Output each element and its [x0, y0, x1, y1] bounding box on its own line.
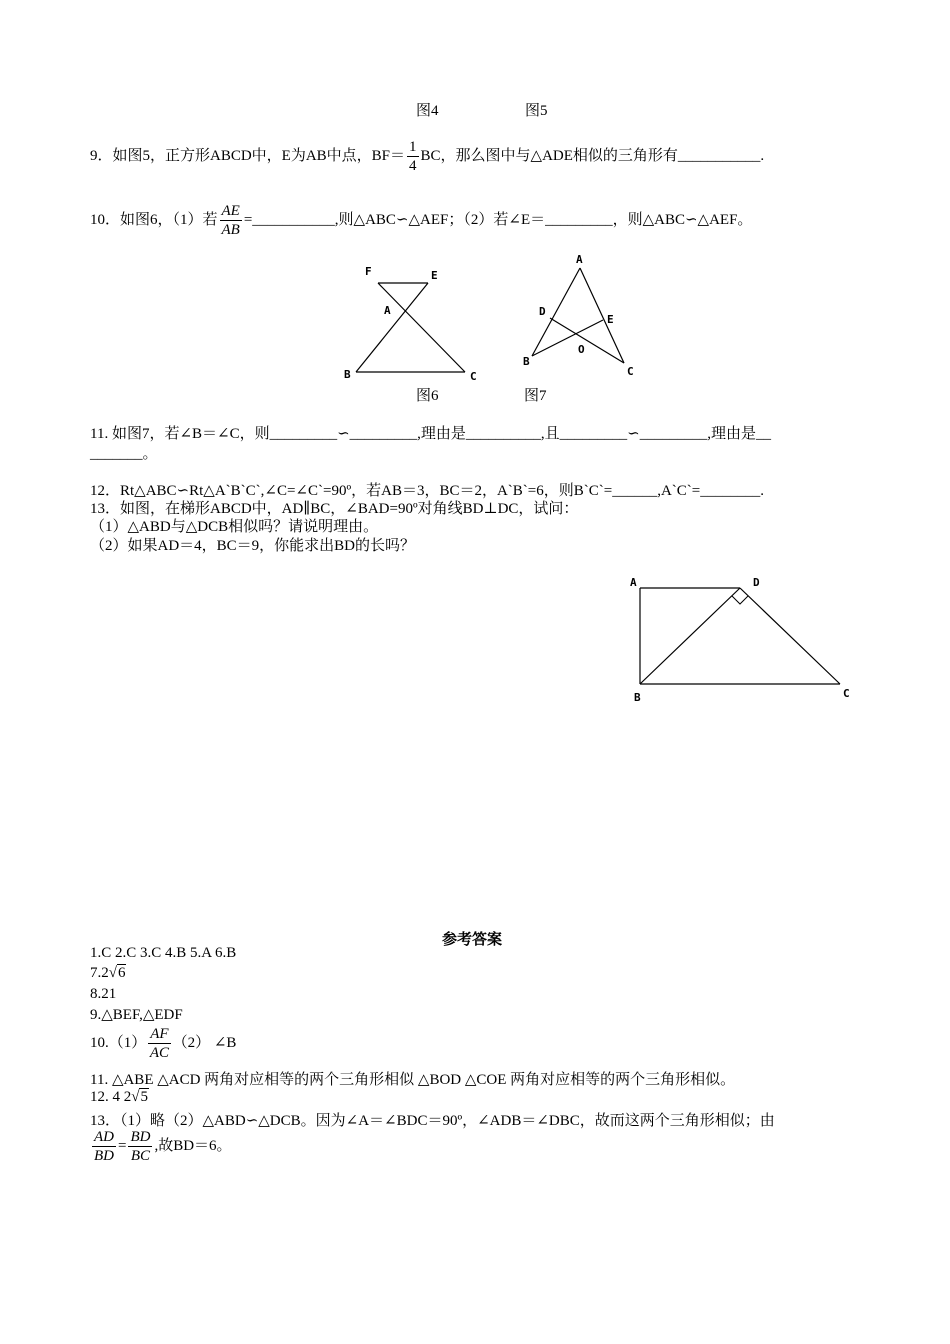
figure-5-caption: 图5: [525, 103, 548, 119]
fig13-label-b: B: [634, 691, 641, 704]
fig7-label-a: A: [576, 253, 583, 266]
answer-10-den: AC: [149, 1045, 170, 1061]
answer-7-prefix: 7.: [90, 965, 102, 981]
fig6-label-a: A: [384, 304, 391, 317]
answer-1-to-6: 1.C 2.C 3.C 4.B 5.A 6.B: [90, 945, 237, 961]
fig13-label-d: D: [753, 576, 760, 589]
answers-heading: 参考答案: [442, 932, 503, 948]
fig13-edge-dc: [740, 588, 840, 684]
answer-13-eq: =: [118, 1137, 127, 1154]
fig6-edge-fc: [378, 283, 465, 372]
fig7-edge-be: [532, 320, 603, 356]
fig13-label-a: A: [630, 576, 637, 589]
q10-frac-num: AE: [221, 203, 240, 219]
q9-fraction: [407, 138, 419, 175]
answer-10-fraction: [148, 1025, 170, 1062]
q9-suffix: BC，那么图中与△ADE相似的三角形有___________.: [420, 147, 765, 164]
answer-10-num: AF: [150, 1026, 169, 1042]
q10-prefix: 10．如图6，（1）若: [90, 211, 218, 228]
figure-13-diagram: [620, 570, 860, 710]
question-11-line1: 11. 如图7，若∠B＝∠C，则_________∽_________,理由是__________,且_________∽_________,理由是__: [90, 426, 771, 442]
answer-7-value: 2√6: [101, 965, 126, 981]
question-9: [90, 138, 764, 175]
question-10: [90, 202, 752, 239]
fig6-edge-eb: [356, 283, 428, 372]
fig6-label-e: E: [431, 269, 438, 282]
question-13-part2: （2）如果AD＝4，BC＝9，你能求出BD的长吗？: [90, 538, 416, 554]
answer-13-num2: BD: [130, 1129, 151, 1145]
figure-6-caption: 图6: [416, 388, 439, 404]
fig13-label-c: C: [843, 687, 850, 700]
fig6-label-c: C: [470, 370, 477, 383]
fig6-label-b: B: [344, 368, 351, 381]
answer-7-radicand: 6: [117, 965, 126, 981]
fig7-label-d: D: [539, 305, 546, 318]
question-13-title: 13．如图，在梯形ABCD中，AD∥BC，∠BAD=90º对角线BD⊥DC，试问：: [90, 501, 579, 517]
answer-12-coef: 2: [123, 1089, 132, 1105]
answer-12-value: 2√5: [123, 1089, 148, 1105]
figure-4-caption: 图4: [416, 103, 439, 119]
fig7-label-c: C: [627, 365, 634, 378]
q10-suffix: =___________,则△ABC∽△AEF；（2）若∠E＝_________，则△ABC∽△AEF。: [243, 211, 753, 228]
answer-9: 9.△BEF,△EDF: [90, 1007, 183, 1023]
fig7-label-b: B: [523, 355, 530, 368]
figure-6-diagram: [340, 262, 485, 387]
q10-fraction: [220, 202, 242, 239]
q10-frac-den: AB: [221, 222, 240, 238]
q9-prefix: 9．如图5，正方形ABCD中，E为AB中点，BF＝: [90, 147, 406, 164]
figure-7-diagram: [515, 250, 645, 380]
answer-12-radicand: 5: [140, 1089, 148, 1105]
answer-13-line2: [90, 1128, 232, 1165]
fig7-label-o: O: [578, 343, 585, 356]
answer-7: [90, 965, 126, 982]
q9-frac-num: 1: [409, 139, 417, 155]
answer-13-num1: AD: [94, 1129, 114, 1145]
question-11-line2: _______。: [90, 446, 158, 462]
answer-13-den2: BC: [130, 1148, 151, 1164]
fig7-edge-ac: [580, 268, 624, 363]
fig13-edge-bd: [640, 588, 740, 684]
answer-13-frac2: [128, 1128, 152, 1165]
answer-7-coef: 2: [101, 965, 109, 981]
q9-frac-den: 4: [409, 158, 417, 174]
answer-13-frac1: [92, 1128, 116, 1165]
question-12: 12．Rt△ABC∽Rt△A`B`C`,∠C=∠C`=90º，若AB＝3，BC＝2，A`B`=6，则B`C`=______,A`C`=________.: [90, 483, 764, 499]
answer-10-suffix: （2） ∠B: [172, 1034, 237, 1051]
answer-12-prefix: 12. 4: [90, 1089, 124, 1105]
answer-13-den1: BD: [94, 1148, 114, 1164]
question-13-part1: （1）△ABD与△DCB相似吗？请说明理由。: [90, 519, 379, 535]
fig13-right-angle-mark: [732, 596, 748, 604]
fig7-label-e: E: [607, 313, 614, 326]
answer-10: [90, 1025, 236, 1062]
answer-8: 8.21: [90, 986, 117, 1002]
answer-11: 11. △ABE △ACD 两角对应相等的两个三角形相似 △BOD △COE 两角对应相等的两个三角形相似。: [90, 1072, 736, 1088]
fig6-label-f: F: [365, 265, 372, 278]
answer-13-suffix: ,故BD＝6。: [154, 1137, 232, 1154]
answer-10-prefix: 10.（1）: [90, 1034, 147, 1051]
answer-12: [90, 1089, 149, 1106]
figure-7-caption: 图7: [524, 388, 547, 404]
answer-13-line1: 13．（1）略（2）△ABD∽△DCB。因为∠A＝∠BDC＝90º，∠ADB＝∠DBC，故而这两个三角形相似；由: [90, 1113, 775, 1129]
